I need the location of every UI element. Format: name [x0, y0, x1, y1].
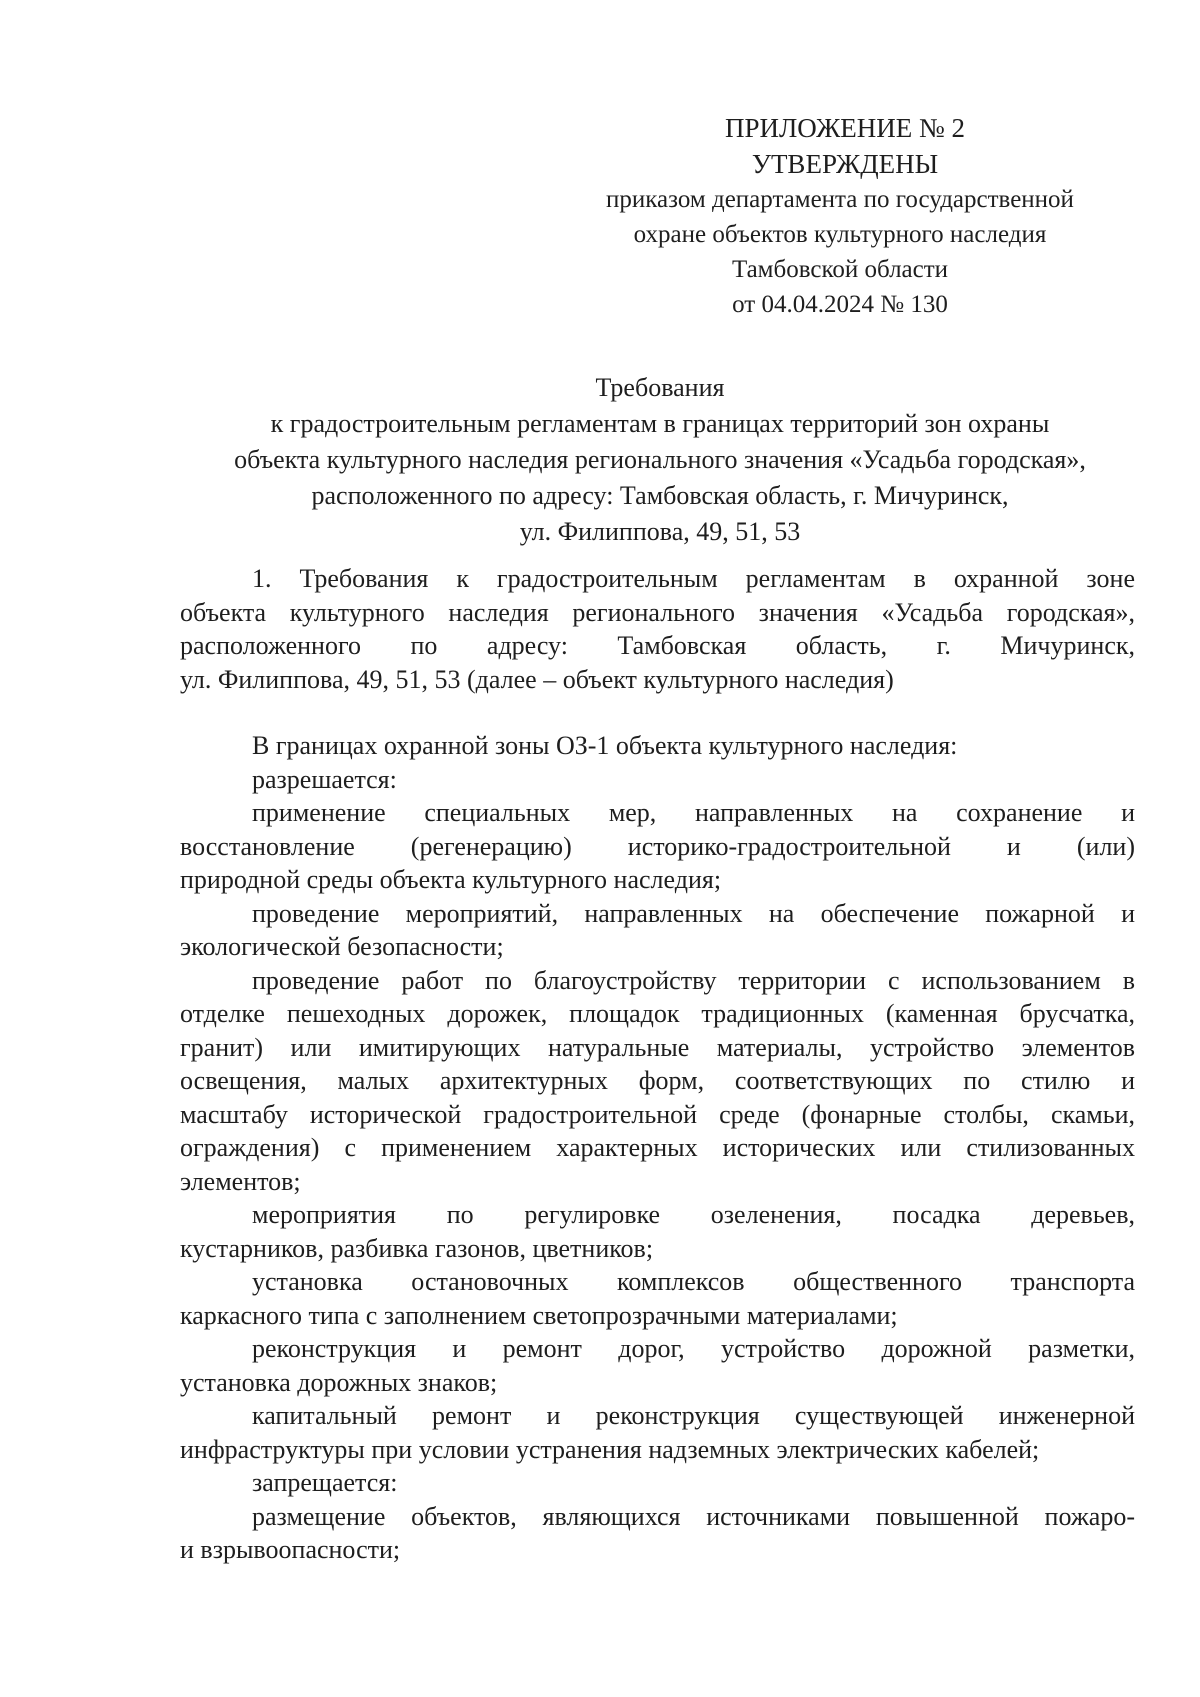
allowed-item-line: экологической безопасности;	[180, 932, 504, 961]
allowed-item-line: элементов;	[180, 1166, 301, 1196]
section-1-line: ул. Филиппова, 49, 51, 53 (далее – объект культурного наследия)	[180, 664, 894, 694]
forbidden-item-line: и взрывоопасности;	[180, 1535, 401, 1564]
allowed-item	[180, 897, 1135, 964]
approval-block	[560, 110, 1120, 322]
allowed-item-line: кустарников, разбивка газонов, цветников;	[180, 1233, 654, 1263]
approval-region-line: Тамбовской области	[731, 256, 949, 283]
approved-label: УТВЕРЖДЕНЫ	[751, 149, 939, 179]
allowed-label: разрешается:	[252, 764, 397, 794]
allowed-item	[180, 1265, 1135, 1332]
title-heading: Требования	[595, 373, 725, 402]
allowed-item-line: каркасного типа с заполнением светопрозрачными материалами;	[180, 1300, 898, 1330]
section-1-line: объекта культурного наследия регионального значения «Усадьба городская»,	[180, 597, 1135, 627]
document-body	[180, 562, 1135, 1567]
appendix-number: ПРИЛОЖЕНИЕ № 2	[724, 113, 966, 143]
allowed-item-line: применение специальных мер, направленных на сохранение и	[252, 798, 1135, 827]
allowed-item-line: установка дорожных знаков;	[180, 1367, 498, 1397]
allowed-item-line: капитальный ремонт и реконструкция существующей инженерной	[252, 1401, 1135, 1430]
forbidden-label: запрещается:	[252, 1468, 398, 1497]
allowed-item-line: мероприятия по регулировке озеленения, посадка деревьев,	[252, 1200, 1135, 1229]
allowed-item-line: проведение работ по благоустройству территории с использованием в	[252, 965, 1135, 995]
allowed-item	[180, 1198, 1135, 1265]
zone-intro: В границах охранной зоны ОЗ-1 объекта культурного наследия:	[252, 731, 958, 760]
document-title	[180, 370, 1140, 550]
forbidden-item	[180, 1500, 1135, 1567]
allowed-item-line: инфраструктуры при условии устранения надземных электрических кабелей;	[180, 1434, 1040, 1464]
allowed-item	[180, 1332, 1135, 1399]
allowed-item-line: реконструкция и ремонт дорог, устройство дорожной разметки,	[252, 1334, 1135, 1363]
allowed-item	[180, 964, 1135, 1199]
section-1-paragraph	[180, 562, 1135, 696]
allowed-item-line: природной среды объекта культурного наследия;	[180, 865, 722, 894]
allowed-item-line: масштабу исторической градостроительной среде (фонарные столбы, скамьи,	[180, 1099, 1135, 1129]
allowed-item-line: проведение мероприятий, направленных на обеспечение пожарной и	[252, 898, 1135, 928]
approval-date-number: от 04.04.2024 № 130	[732, 291, 948, 318]
title-line: расположенного по адресу: Тамбовская область, г. Мичуринск,	[311, 481, 1009, 510]
section-1-line: 1. Требования к градостроительным регламентам в охранной зоне	[252, 564, 1135, 593]
allowed-item	[180, 1399, 1135, 1466]
allowed-item-line: гранит) или имитирующих натуральные материалы, устройство элементов	[180, 1032, 1135, 1062]
section-1-line: расположенного по адресу: Тамбовская область, г. Мичуринск,	[180, 631, 1135, 660]
approval-order-line: приказом департамента по государственной	[606, 186, 1074, 213]
allowed-item	[180, 796, 1135, 897]
allowed-item-line: ограждения) с применением характерных исторических или стилизованных	[180, 1133, 1135, 1162]
title-line: объекта культурного наследия регионального значения «Усадьба городская»,	[234, 445, 1086, 474]
allowed-item-line: восстановление (регенерацию) историко-градостроительной и (или)	[180, 831, 1135, 861]
allowed-item-line: освещения, малых архитектурных форм, соответствующих по стилю и	[180, 1066, 1135, 1095]
title-line: ул. Филиппова, 49, 51, 53	[519, 517, 801, 546]
allowed-item-line: установка остановочных комплексов общественного транспорта	[252, 1267, 1135, 1296]
forbidden-item-line: размещение объектов, являющихся источниками повышенной пожаро-	[252, 1501, 1135, 1531]
approval-department-line: охране объектов культурного наследия	[633, 221, 1047, 248]
allowed-item-line: отделке пешеходных дорожек, площадок традиционных (каменная брусчатка,	[180, 999, 1135, 1028]
title-line: к градостроительным регламентам в границах территорий зон охраны	[270, 409, 1050, 438]
